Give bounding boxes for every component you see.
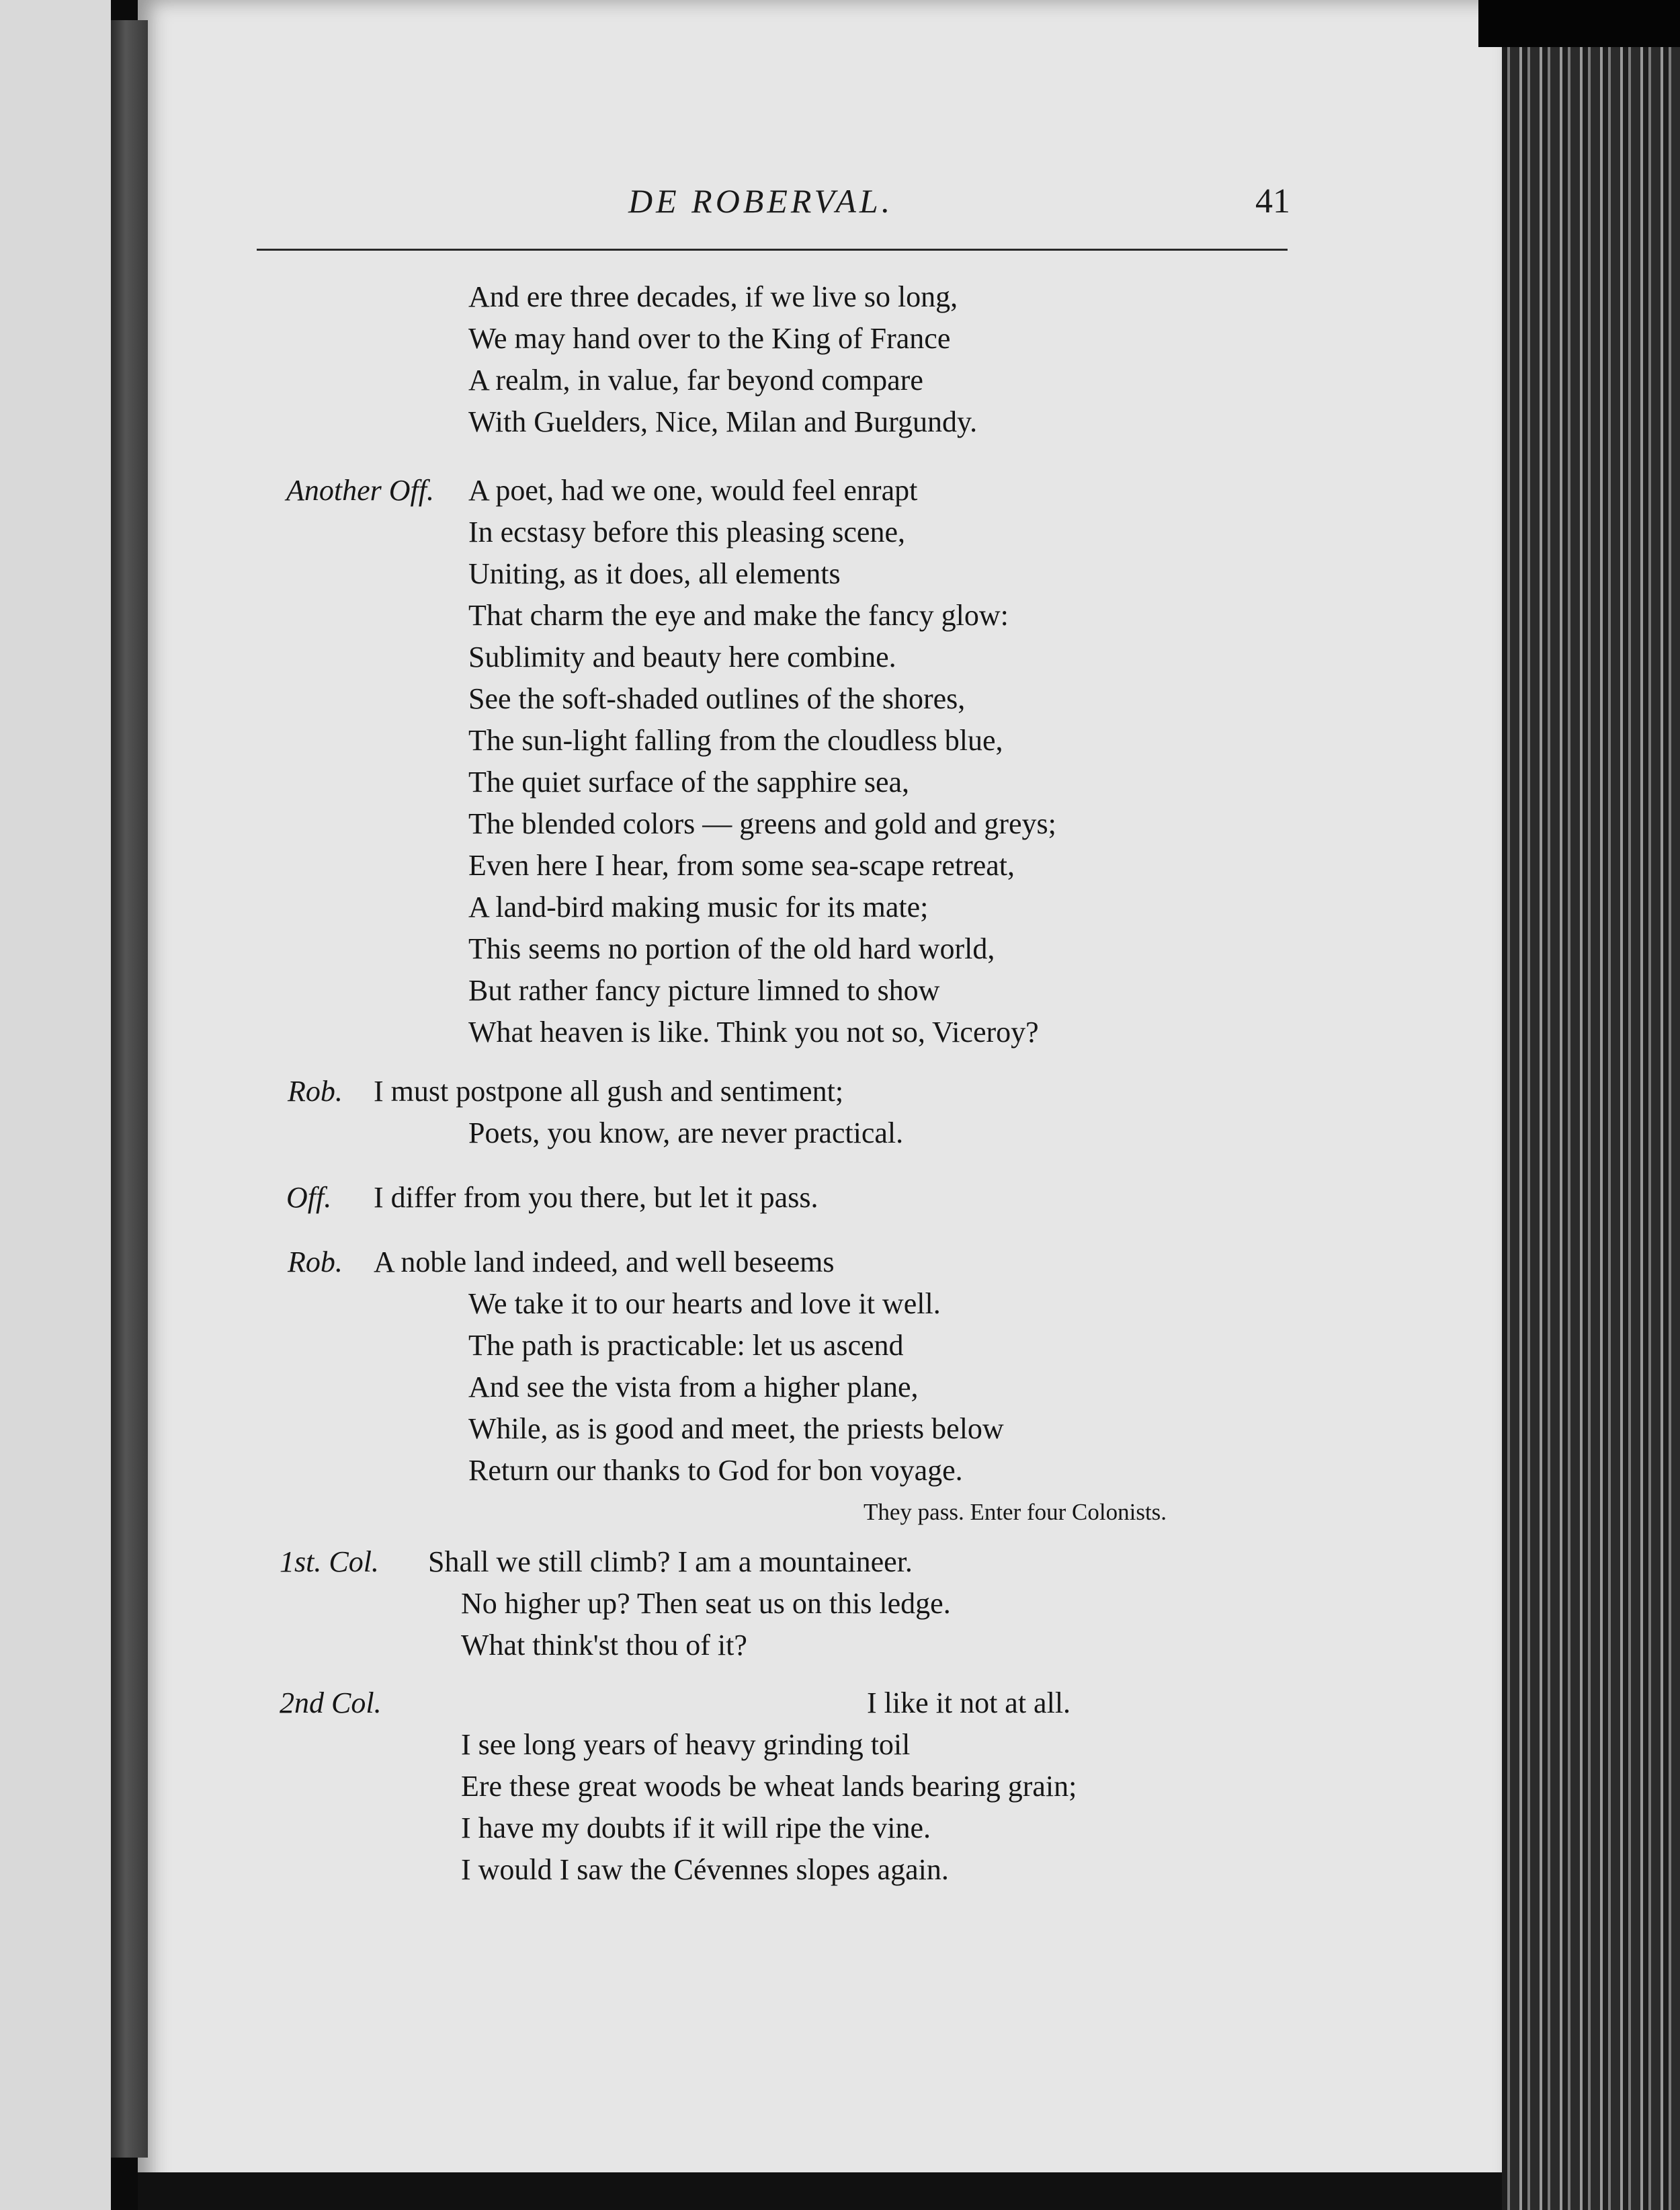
verse-line: The blended colors — greens and gold and greys; — [468, 807, 1056, 840]
verse-line: A noble land indeed, and well beseems — [374, 1245, 835, 1278]
speaker-label: 1st. Col. — [280, 1545, 379, 1578]
verse-line: The quiet surface of the sapphire sea, — [468, 766, 910, 799]
verse-line: In ecstasy before this pleasing scene, — [468, 516, 905, 548]
verse-line: Even here I hear, from some sea-scape retreat, — [468, 849, 1015, 882]
verse-line: What heaven is like. Think you not so, Viceroy? — [468, 1016, 1039, 1049]
speaker-label: Off. — [286, 1181, 332, 1214]
running-title: DE ROBERVAL. — [628, 182, 894, 220]
verse-line: I would I saw the Cévennes slopes again. — [461, 1853, 949, 1886]
verse-line: I like it not at all. — [867, 1686, 1071, 1719]
facing-page-edge — [0, 0, 111, 2210]
verse-line: A poet, had we one, would feel enrapt — [468, 474, 918, 507]
speaker-label: Rob. — [288, 1075, 343, 1108]
verse-line: Sublimity and beauty here combine. — [468, 641, 896, 673]
verse-line: Ere these great woods be wheat lands bearing grain; — [461, 1770, 1077, 1803]
verse-line: With Guelders, Nice, Milan and Burgundy. — [468, 405, 978, 438]
page-bottom-shadow — [138, 2172, 1502, 2210]
scan-border — [1478, 0, 1680, 47]
verse-line: I see long years of heavy grinding toil — [461, 1728, 911, 1761]
verse-line: I must postpone all gush and sentiment; — [374, 1075, 844, 1108]
verse-line: That charm the eye and make the fancy glow: — [468, 599, 1009, 632]
verse-line: This seems no portion of the old hard world, — [468, 932, 995, 965]
verse-line: No higher up? Then seat us on this ledge. — [461, 1587, 951, 1620]
verse-line: A realm, in value, far beyond compare — [468, 364, 923, 397]
verse-line: But rather fancy picture limned to show — [468, 974, 940, 1007]
verse-line: And see the vista from a higher plane, — [468, 1370, 919, 1403]
book-gutter — [111, 20, 148, 2158]
verse-line: We may hand over to the King of France — [468, 322, 951, 355]
book-page-edges — [1502, 0, 1680, 2210]
verse-line: Uniting, as it does, all elements — [468, 557, 841, 590]
verse-line: And ere three decades, if we live so long, — [468, 280, 958, 313]
verse-line: A land-bird making music for its mate; — [468, 891, 929, 924]
stage-direction: They pass. Enter four Colonists. — [864, 1499, 1167, 1525]
verse-line: I have my doubts if it will ripe the vine. — [461, 1811, 931, 1844]
verse-line: The path is practicable: let us ascend — [468, 1329, 904, 1362]
verse-line: The sun-light falling from the cloudless blue, — [468, 724, 1003, 757]
speaker-label: Another Off. — [286, 474, 434, 507]
verse-line: Shall we still climb? I am a mountaineer. — [428, 1545, 913, 1578]
page-number: 41 — [1255, 182, 1290, 220]
verse-line: Poets, you know, are never practical. — [468, 1116, 904, 1149]
verse-line: See the soft-shaded outlines of the shores, — [468, 682, 966, 715]
verse-line: Return our thanks to God for bon voyage. — [468, 1454, 963, 1487]
speaker-label: Rob. — [288, 1245, 343, 1278]
verse-line: What think'st thou of it? — [461, 1629, 747, 1662]
header-rule — [257, 249, 1288, 251]
speaker-label: 2nd Col. — [280, 1686, 382, 1719]
verse-line: We take it to our hearts and love it well. — [468, 1287, 941, 1320]
verse-line: I differ from you there, but let it pass. — [374, 1181, 818, 1214]
verse-line: While, as is good and meet, the priests below — [468, 1412, 1004, 1445]
